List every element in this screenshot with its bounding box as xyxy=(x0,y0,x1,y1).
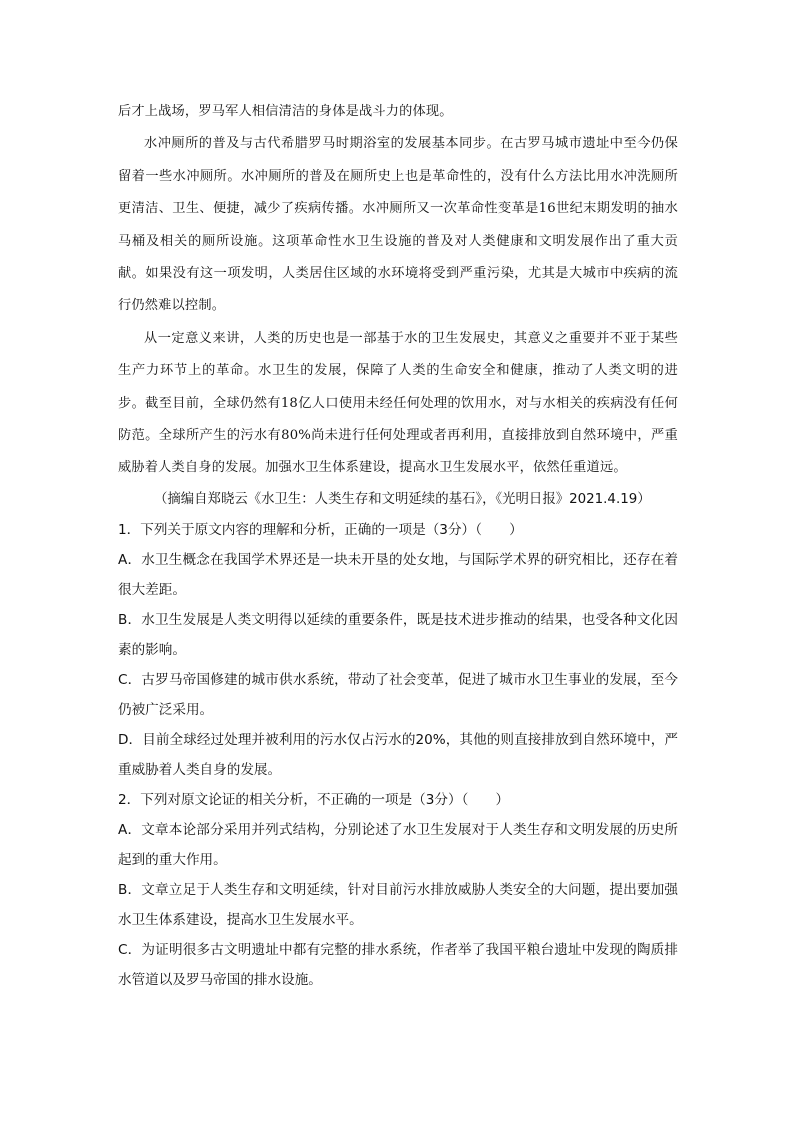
document-page xyxy=(118,96,678,995)
option-a: A．文章本论部分采用并列式结构，分别论述了水卫生发展对于人类生存和文明发展的历史所起到的重大作用。 xyxy=(118,821,678,868)
source-citation: （摘编自郑晓云《水卫生：人类生存和文明延续的基石》，《光明日报》2021.4.19） xyxy=(154,491,651,507)
passage-paragraph: 水冲厕所的普及与古代希腊罗马时期浴室的发展基本同步。在古罗马城市遗址中至今仍保留着一些水冲厕所。水冲厕所的普及在厕所史上也是革命性的，没有什么方法比用水冲洗厕所更清洁、卫生、便捷，减少了疾病传播。水冲厕所又一次革命性变革是16世纪末期发明的抽水马桶及相关的厕所设施。这项革命性水卫生设施的普及对人类健康和文明发展作出了重大贡献。如果没有这一项发明，人类居住区域的水环境将受到严重污染，尤其是大城市中疾病的流行仍然难以控制。 xyxy=(118,136,678,314)
passage-paragraph: 从一定意义来讲，人类的历史也是一部基于水的卫生发展史，其意义之重要并不亚于某些生产力环节上的革命。水卫生的发展，保障了人类的生命安全和健康，推动了人类文明的进步。截至目前，全球仍然有18亿人口使用未经任何处理的饮用水，对与水相关的疾病没有任何防范。全球所产生的污水有80%尚未进行任何处理或者再利用，直接排放到自然环境中，严重威胁着人类自身的发展。加强水卫生体系建设，提高水卫生发展水平，依然任重道远。 xyxy=(118,330,678,476)
option-d: D．目前全球经过处理并被利用的污水仅占污水的20%，其他的则直接排放到自然环境中，严重威胁着人类自身的发展。 xyxy=(118,731,678,778)
option-c: C．为证明很多古文明遗址中都有完整的排水系统，作者举了我国平粮台遗址中发现的陶质排水管道以及罗马帝国的排水设施。 xyxy=(118,941,678,988)
option-b: B．文章立足于人类生存和文明延续，针对目前污水排放威胁人类安全的大问题，提出要加强水卫生体系建设，提高水卫生发展水平。 xyxy=(118,881,678,928)
passage-paragraph: 后才上战场，罗马军人相信清洁的身体是战斗力的体现。 xyxy=(118,104,453,119)
question-stem: 2．下列对原文论证的相关分析，不正确的一项是（3分）（ ） xyxy=(118,791,510,808)
option-b: B．水卫生发展是人类文明得以延续的重要条件，既是技术进步推动的结果，也受各种文化因素的影响。 xyxy=(118,611,678,658)
question-stem: 1．下列关于原文内容的理解和分析，正确的一项是（3分）（ ） xyxy=(118,521,523,538)
option-c: C．古罗马帝国修建的城市供水系统，带动了社会变革，促进了城市水卫生事业的发展，至今仍被广泛采用。 xyxy=(118,671,678,718)
option-a: A．水卫生概念在我国学术界还是一块未开垦的处女地，与国际学术界的研究相比，还存在着很大差距。 xyxy=(118,551,678,598)
